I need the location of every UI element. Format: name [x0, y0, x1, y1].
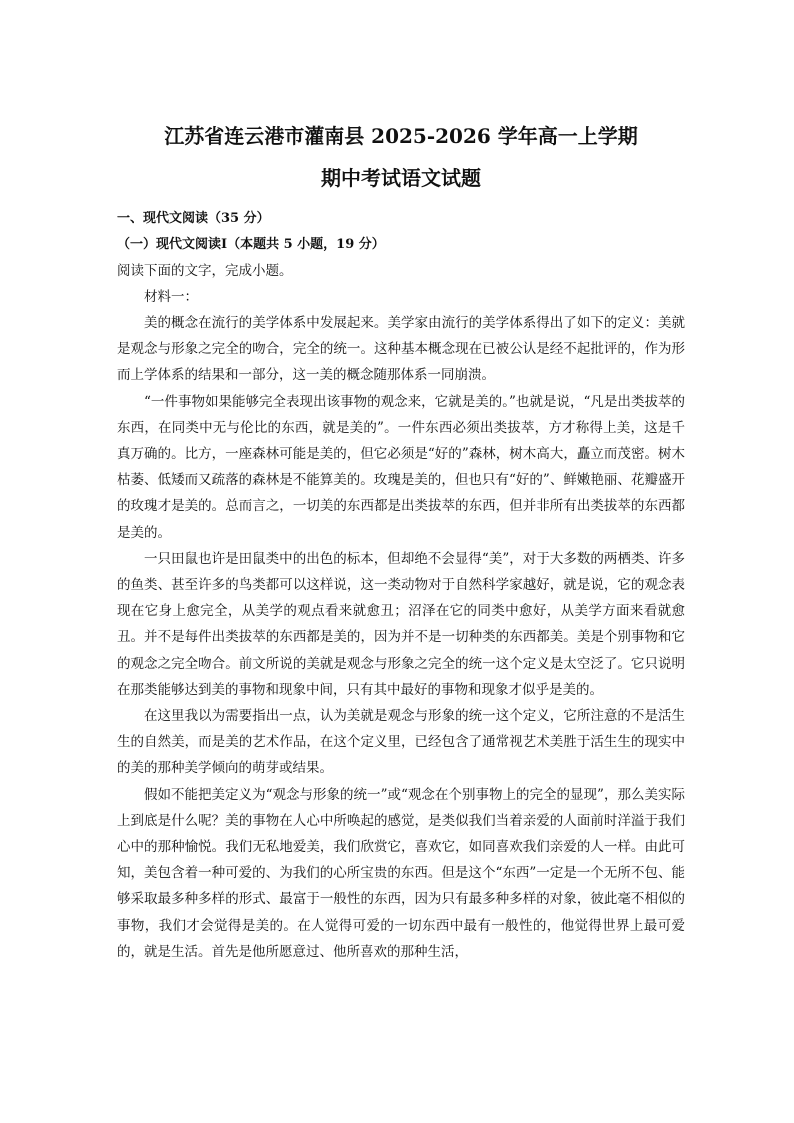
paragraph: 假如不能把美定义为“观念与形象的统一”或“观念在个别事物上的完全的显现”，那么美实际上到底是什么呢？美的事物在人心中所唤起的感觉，是类似我们当着亲爱的人面前时洋溢于我们心中的那种愉悦。我们无私地爱美，我们欣赏它，喜欢它，如同喜欢我们亲爱的人一样。由此可知，美包含着一种可爱的、为我们的心所宝贵的东西。但是这个“东西”一定是一个无所不包、能够采取最多种多样的形式、最富于一般性的东西，因为只有最多种多样的对象，彼此毫不相似的事物，我们才会觉得是美的。在人觉得可爱的一切东西中最有一般性的，他觉得世界上最可爱的，就是生活。首先是他所愿意过、他所喜欢的那种生活，: [117, 786, 685, 960]
paragraph: 在这里我以为需要指出一点，认为美就是观念与形象的统一这个定义，它所注意的不是活生生的自然美，而是美的艺术作品，在这个定义里，已经包含了通常视艺术美胜于活生生的现实中的美的那种美学倾向的萌芽或结果。: [117, 708, 685, 777]
document-title-line-2: 期中考试语文试题: [321, 166, 481, 190]
paragraph: 一只田鼠也许是田鼠类中的出色的标本，但却绝不会显得“美”，对于大多数的两栖类、许多的鱼类、甚至许多的鸟类都可以这样说，这一类动物对于自然科学家越好，就是说，它的观念表现在它身上愈完全，从美学的观点看来就愈丑；沼泽在它的同类中愈好，从美学方面来看就愈丑。并不是每件出类拔萃的东西都是美的，因为并不是一切种类的东西都美。美是个别事物和它的观念之完全吻合。前文所说的美就是观念与形象之完全的统一这个定义是太空泛了。它只说明在那类能够达到美的事物和现象中间，只有其中最好的事物和现象才似乎是美的。: [117, 550, 685, 698]
section-heading: 一、现代文阅读（35 分）: [117, 211, 270, 226]
reading-instruction: 阅读下面的文字，完成小题。: [117, 263, 293, 279]
document-title-line-1: 江苏省连云港市灌南县 2025-2026 学年高一上学期: [164, 124, 638, 148]
paragraph: “一件事物如果能够完全表现出该事物的观念来，它就是美的。”也就是说，“凡是出类拔萃的东西，在同类中无与伦比的东西，就是美的”。一件东西必须出类拔萃，方才称得上美，这是千真万确的。比方，一座森林可能是美的，但它必须是“好的”森林，树木高大，矗立而茂密。树木枯萎、低矮而又疏落的森林是不能算美的。玫瑰是美的，但也只有“好的”、鲜嫩艳丽、花瓣盛开的玫瑰才是美的。总而言之，一切美的东西都是出类拔萃的东西，但并非所有出类拔萃的东西都是美的。: [117, 393, 685, 541]
subsection-heading: （一）现代文阅读Ⅰ（本题共 5 小题，19 分）: [117, 237, 385, 252]
paragraph: 美的概念在流行的美学体系中发展起来。美学家由流行的美学体系得出了如下的定义：美就是观念与形象之完全的吻合，完全的统一。这种基本概念现在已被公认是经不起批评的，作为形而上学体系的结果和一部分，这一美的概念随那体系一同崩溃。: [117, 315, 685, 384]
material-label: 材料一：: [144, 289, 198, 305]
exam-page: [117, 118, 685, 965]
